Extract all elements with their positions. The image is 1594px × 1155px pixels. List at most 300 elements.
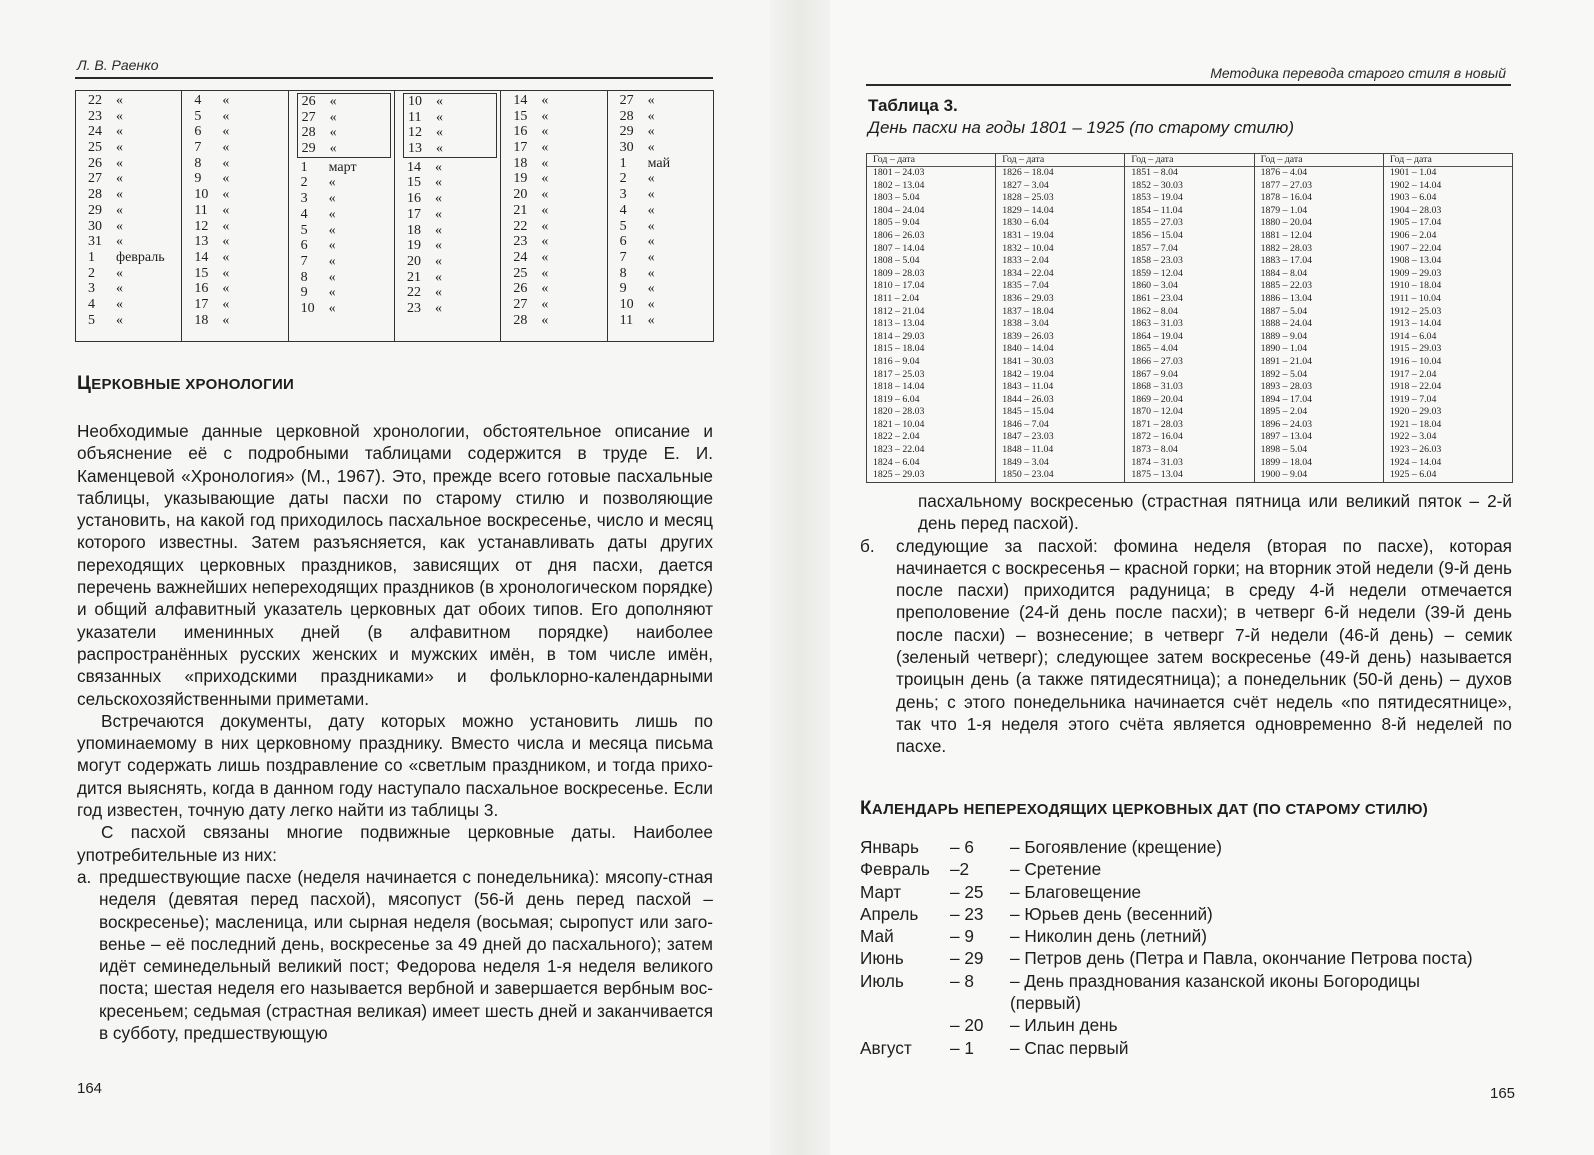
day-number: 9 bbox=[194, 171, 202, 187]
calendar-column bbox=[501, 91, 607, 341]
table-cell: 1812 – 21.04 bbox=[873, 305, 925, 317]
fixed-date-feast: – Петров день (Петра и Павла, окончание Петрова поста) bbox=[1010, 948, 1473, 969]
table-cell: 1814 – 29.03 bbox=[873, 330, 925, 342]
paragraph: С пасхой связаны многие подвижные церковные даты. Наиболее употребительные из них: bbox=[77, 822, 713, 865]
day-number: 20 bbox=[513, 187, 528, 203]
month-label: « bbox=[541, 234, 549, 250]
table-cell: 1891 – 21.04 bbox=[1260, 355, 1313, 367]
day-number: 8 bbox=[194, 155, 202, 171]
table-cell: 1883 – 17.04 bbox=[1260, 255, 1313, 267]
day-number: 13 bbox=[194, 234, 209, 250]
table-cell: 1866 – 27.03 bbox=[1131, 355, 1183, 367]
day-number: 13 bbox=[407, 141, 422, 157]
day-number: 11 bbox=[194, 202, 208, 218]
calendar-row bbox=[513, 266, 606, 282]
month-label: « bbox=[222, 124, 230, 140]
fixed-date-day: – 25 bbox=[950, 881, 984, 902]
table-cell: 1884 – 8.04 bbox=[1260, 267, 1308, 279]
day-number: 5 bbox=[88, 312, 95, 328]
calendar-row bbox=[194, 171, 287, 187]
month-label: « bbox=[541, 265, 549, 281]
month-label: « bbox=[329, 109, 337, 125]
fixed-date-row bbox=[860, 836, 1510, 858]
table-cell: 1860 – 3.04 bbox=[1131, 280, 1178, 292]
table-cell: 1898 – 5.04 bbox=[1260, 444, 1308, 456]
calendar-column bbox=[289, 91, 395, 341]
left-running-head: Л. В. Раенко bbox=[77, 57, 159, 73]
calendar-row bbox=[513, 313, 606, 329]
table-cell: 1872 – 16.04 bbox=[1131, 431, 1183, 443]
month-label: март bbox=[328, 159, 357, 175]
table-cell: 1839 – 26.03 bbox=[1002, 330, 1054, 342]
fixed-date-feast: – Николин день (летний) bbox=[1010, 926, 1207, 947]
table-cell: 1848 – 11.04 bbox=[1002, 444, 1054, 456]
day-number: 3 bbox=[300, 191, 308, 207]
table-cell: 1904 – 28.03 bbox=[1389, 204, 1442, 216]
table-cell: 1870 – 12.04 bbox=[1131, 406, 1183, 418]
table-cell: 1847 – 23.03 bbox=[1002, 431, 1054, 443]
calendar-row bbox=[513, 93, 606, 109]
calendar-row bbox=[407, 285, 500, 301]
month-label: « bbox=[116, 171, 123, 187]
calendar-row bbox=[513, 250, 606, 266]
day-number: 15 bbox=[194, 265, 209, 281]
calendar-row bbox=[301, 175, 394, 191]
day-number: 4 bbox=[300, 206, 308, 222]
calendar-row bbox=[88, 250, 181, 266]
calendar-row bbox=[620, 266, 713, 282]
calendar-row bbox=[407, 270, 500, 286]
month-label: « bbox=[647, 140, 655, 156]
day-number: 29 bbox=[88, 202, 102, 218]
table-cell: 1832 – 10.04 bbox=[1002, 242, 1054, 254]
table-cell: 1919 – 7.04 bbox=[1389, 393, 1437, 405]
day-number: 11 bbox=[619, 312, 634, 328]
calendar-row bbox=[301, 238, 394, 254]
calendar-row bbox=[194, 281, 287, 297]
month-label: « bbox=[329, 125, 337, 141]
fixed-date-row bbox=[860, 881, 1510, 903]
table-cell: 1809 – 28.03 bbox=[873, 267, 925, 279]
table-cell: 1849 – 3.04 bbox=[1002, 456, 1049, 468]
calendar-row bbox=[88, 93, 181, 109]
day-number: 1 bbox=[619, 155, 627, 171]
fixed-date-day: – 23 bbox=[950, 903, 984, 924]
column-header: Год – дата bbox=[1255, 154, 1383, 167]
table-cell: 1912 – 25.03 bbox=[1389, 305, 1442, 317]
calendar-row bbox=[407, 191, 500, 207]
month-label: « bbox=[116, 187, 123, 203]
table-cell: 1830 – 6.04 bbox=[1002, 217, 1049, 229]
day-number: 8 bbox=[619, 265, 627, 281]
table-cell: 1889 – 9.04 bbox=[1260, 330, 1308, 342]
table-cell: 1867 – 9.04 bbox=[1131, 368, 1178, 380]
table-cell: 1902 – 14.04 bbox=[1389, 179, 1442, 191]
fixed-date-month: Май bbox=[860, 926, 894, 947]
month-label: « bbox=[116, 281, 123, 297]
table-cell: 1851 – 8.04 bbox=[1131, 167, 1178, 178]
easter-dates-table bbox=[866, 153, 1513, 483]
table-cell: 1890 – 1.04 bbox=[1260, 343, 1308, 355]
calendar-row bbox=[194, 203, 287, 219]
day-number: 7 bbox=[194, 140, 202, 156]
month-label: « bbox=[541, 124, 549, 140]
table-cell: 1907 – 22.04 bbox=[1389, 242, 1442, 254]
table-cell: 1806 – 26.03 bbox=[873, 229, 925, 241]
calendar-row bbox=[620, 171, 713, 187]
month-label: « bbox=[541, 202, 549, 218]
month-label: « bbox=[647, 249, 655, 265]
day-number: 16 bbox=[513, 124, 528, 140]
calendar-row bbox=[88, 124, 181, 140]
column-header: Год – дата bbox=[996, 154, 1124, 167]
table-cell: 1868 – 31.03 bbox=[1131, 381, 1183, 393]
day-number: 27 bbox=[88, 171, 102, 187]
month-label: « bbox=[435, 94, 443, 109]
table-cell: 1856 – 15.04 bbox=[1131, 229, 1183, 241]
day-number: 12 bbox=[407, 125, 422, 141]
left-header-rule bbox=[75, 77, 713, 79]
month-label: « bbox=[647, 187, 655, 203]
table-cell: 1882 – 28.03 bbox=[1260, 242, 1313, 254]
calendar-row bbox=[194, 219, 287, 235]
day-number: 25 bbox=[513, 265, 528, 281]
continued-paragraph: пасхальному воскресенью (страстная пятница или великий пяток – 2-й день перед пасхой). bbox=[918, 491, 1512, 534]
month-label: « bbox=[222, 108, 230, 124]
column-header: Год – дата bbox=[867, 154, 995, 167]
table-cell: 1894 – 17.04 bbox=[1260, 393, 1313, 405]
calendar-row bbox=[408, 141, 496, 157]
table-cell: 1918 – 22.04 bbox=[1389, 381, 1442, 393]
month-label: « bbox=[434, 206, 442, 222]
table-cell: 1846 – 7.04 bbox=[1002, 418, 1049, 430]
month-label: « bbox=[222, 187, 230, 203]
month-label: « bbox=[222, 312, 230, 328]
table-cell: 1924 – 14.04 bbox=[1389, 456, 1442, 468]
table-cell: 1916 – 10.04 bbox=[1389, 355, 1442, 367]
table-cell: 1909 – 29.03 bbox=[1389, 267, 1442, 279]
calendar-row bbox=[194, 187, 287, 203]
month-label: « bbox=[541, 249, 549, 265]
month-label: « bbox=[434, 285, 442, 301]
table-cell: 1838 – 3.04 bbox=[1002, 318, 1049, 330]
fixed-date-row bbox=[860, 1037, 1510, 1059]
calendar-row bbox=[408, 125, 496, 141]
fixed-date-day bbox=[950, 992, 1010, 1014]
month-label: « bbox=[435, 141, 443, 157]
table-cell: 1921 – 18.04 bbox=[1389, 418, 1442, 430]
table-cell: 1877 – 27.03 bbox=[1260, 179, 1313, 191]
month-label: « bbox=[434, 159, 442, 175]
calendar-row bbox=[620, 250, 713, 266]
table-cell: 1833 – 2.04 bbox=[1002, 255, 1049, 267]
fixed-date-day: – 1 bbox=[950, 1037, 974, 1058]
table-cell: 1805 – 9.04 bbox=[873, 217, 920, 229]
month-label: « bbox=[328, 206, 336, 222]
month-label: « bbox=[541, 312, 549, 328]
title-cap: Ц bbox=[77, 373, 92, 394]
fixed-date-feast: – Сретение bbox=[1010, 859, 1102, 880]
day-number: 19 bbox=[406, 238, 421, 254]
month-label: май bbox=[647, 155, 671, 171]
calendar-row bbox=[408, 110, 496, 126]
table-cell: 1831 – 19.04 bbox=[1002, 229, 1054, 241]
month-label: « bbox=[328, 222, 336, 238]
table-cell: 1828 – 25.03 bbox=[1002, 192, 1054, 204]
day-number: 27 bbox=[513, 296, 528, 312]
table-cell: 1823 – 22.04 bbox=[873, 444, 925, 456]
section-title-church-chronology bbox=[77, 373, 294, 395]
day-number: 14 bbox=[513, 93, 528, 108]
calendar-table bbox=[75, 90, 714, 342]
month-label: « bbox=[647, 234, 655, 250]
calendar-row bbox=[88, 140, 181, 156]
day-number: 23 bbox=[88, 108, 102, 124]
table-cell: 1836 – 29.03 bbox=[1002, 292, 1054, 304]
calendar-row bbox=[620, 109, 713, 125]
calendar-row bbox=[194, 140, 287, 156]
table-cell: 1917 – 2.04 bbox=[1389, 368, 1437, 380]
calendar-row bbox=[513, 297, 606, 313]
table-cell: 1815 – 18.04 bbox=[873, 343, 925, 355]
calendar-row bbox=[620, 219, 713, 235]
day-number: 25 bbox=[88, 140, 102, 156]
month-label: « bbox=[222, 265, 230, 281]
table-cell: 1810 – 17.04 bbox=[873, 280, 925, 292]
month-label: « bbox=[541, 93, 549, 108]
table-cell: 1819 – 6.04 bbox=[873, 393, 920, 405]
fixed-date-feast: – Юрьев день (весенний) bbox=[1010, 903, 1213, 924]
table-cell: 1915 – 29.03 bbox=[1389, 343, 1442, 355]
month-label: « bbox=[328, 300, 336, 316]
table-cell: 1914 – 6.04 bbox=[1389, 330, 1437, 342]
table-cell: 1804 – 24.04 bbox=[873, 204, 925, 216]
table-cell: 1820 – 28.03 bbox=[873, 406, 925, 418]
day-number: 4 bbox=[88, 296, 95, 312]
table-cell: 1864 – 19.04 bbox=[1131, 330, 1183, 342]
boxed-dates bbox=[403, 93, 497, 158]
table-cell: 1923 – 26.03 bbox=[1389, 444, 1442, 456]
day-number: 2 bbox=[619, 171, 627, 187]
day-number: 17 bbox=[406, 206, 421, 222]
calendar-row bbox=[194, 156, 287, 172]
calendar-row bbox=[302, 141, 390, 157]
day-number: 29 bbox=[619, 124, 634, 140]
section-title-fixed-dates bbox=[860, 798, 1428, 820]
day-number: 18 bbox=[513, 155, 528, 171]
table-cell: 1876 – 4.04 bbox=[1260, 167, 1308, 178]
month-label: « bbox=[647, 93, 655, 108]
day-number: 17 bbox=[194, 296, 209, 312]
month-label: « bbox=[222, 296, 230, 312]
table-cell: 1887 – 5.04 bbox=[1260, 305, 1308, 317]
fixed-date-row bbox=[860, 992, 1510, 1014]
easter-column bbox=[996, 154, 1125, 482]
month-label: « bbox=[222, 155, 230, 171]
day-number: 24 bbox=[513, 249, 528, 265]
table-cell: 1861 – 23.04 bbox=[1131, 292, 1183, 304]
calendar-row bbox=[513, 140, 606, 156]
calendar-row bbox=[407, 301, 500, 317]
month-label: « bbox=[647, 312, 655, 328]
table-cell: 1841 – 30.03 bbox=[1002, 355, 1054, 367]
month-label: « bbox=[647, 281, 655, 297]
day-number: 4 bbox=[619, 202, 627, 218]
day-number: 30 bbox=[88, 218, 102, 234]
day-number: 7 bbox=[619, 249, 627, 265]
month-label: « bbox=[541, 140, 549, 156]
table-cell: 1825 – 29.03 bbox=[873, 469, 925, 481]
month-label: « bbox=[434, 175, 442, 191]
calendar-row bbox=[88, 266, 181, 282]
day-number: 9 bbox=[300, 285, 308, 301]
table-cell: 1855 – 27.03 bbox=[1131, 217, 1183, 229]
calendar-row bbox=[88, 156, 181, 172]
table-cell: 1858 – 23.03 bbox=[1131, 255, 1183, 267]
calendar-row bbox=[301, 160, 394, 176]
month-label: « bbox=[541, 187, 549, 203]
calendar-row bbox=[194, 250, 287, 266]
calendar-row bbox=[88, 281, 181, 297]
calendar-row bbox=[620, 187, 713, 203]
day-number: 15 bbox=[406, 175, 421, 191]
month-label: « bbox=[222, 218, 230, 234]
fixed-date-day: – 29 bbox=[950, 948, 984, 969]
table-cell: 1869 – 20.04 bbox=[1131, 393, 1183, 405]
table-cell: 1901 – 1.04 bbox=[1389, 167, 1437, 178]
table-cell: 1802 – 13.04 bbox=[873, 179, 925, 191]
table-cell: 1817 – 25.03 bbox=[873, 368, 925, 380]
month-label: « bbox=[434, 191, 442, 207]
calendar-row bbox=[513, 234, 606, 250]
day-number: 18 bbox=[194, 312, 209, 328]
month-label: « bbox=[222, 93, 230, 108]
day-number: 29 bbox=[301, 141, 316, 157]
month-label: « bbox=[541, 218, 549, 234]
table-cell: 1878 – 16.04 bbox=[1260, 192, 1313, 204]
table-cell: 1829 – 14.04 bbox=[1002, 204, 1054, 216]
month-label: « bbox=[328, 191, 336, 207]
table-cell: 1913 – 14.04 bbox=[1389, 318, 1442, 330]
table-cell: 1835 – 7.04 bbox=[1002, 280, 1049, 292]
fixed-date-row bbox=[860, 970, 1510, 992]
fixed-date-month: Апрель bbox=[860, 903, 919, 924]
title-cap: К bbox=[860, 798, 872, 819]
month-label: « bbox=[541, 171, 549, 187]
list-item-a bbox=[77, 866, 713, 1044]
calendar-row bbox=[407, 160, 500, 176]
fixed-date-feast: – Спас первый bbox=[1010, 1037, 1129, 1058]
calendar-row bbox=[194, 266, 287, 282]
table-cell: 1888 – 24.04 bbox=[1260, 318, 1313, 330]
day-number: 1 bbox=[88, 249, 95, 265]
day-number: 5 bbox=[619, 218, 627, 234]
calendar-row bbox=[302, 94, 390, 110]
day-number: 3 bbox=[88, 281, 95, 297]
calendar-row bbox=[88, 234, 181, 250]
calendar-row bbox=[301, 270, 394, 286]
table-cell: 1840 – 14.04 bbox=[1002, 343, 1054, 355]
calendar-row bbox=[407, 175, 500, 191]
day-number: 22 bbox=[406, 285, 421, 301]
month-label: « bbox=[116, 155, 123, 171]
table-cell: 1892 – 5.04 bbox=[1260, 368, 1308, 380]
fixed-date-month bbox=[860, 1014, 950, 1036]
table-cell: 1922 – 3.04 bbox=[1389, 431, 1437, 443]
column-header: Год – дата bbox=[1384, 154, 1512, 167]
calendar-row bbox=[513, 124, 606, 140]
calendar-row bbox=[302, 125, 390, 141]
table-cell: 1801 – 24.03 bbox=[873, 167, 925, 178]
table-cell: 1885 – 22.03 bbox=[1260, 280, 1313, 292]
title-rest: АЛЕНДАРЬ НЕПЕРЕХОДЯЩИХ ЦЕРКОВНЫХ ДАТ (ПО СТАРОМУ СТИЛЮ) bbox=[871, 801, 1429, 818]
day-number: 12 bbox=[194, 218, 209, 234]
table-cell: 1843 – 11.04 bbox=[1002, 381, 1054, 393]
fixed-date-month bbox=[860, 992, 950, 1014]
right-body-text bbox=[860, 490, 1512, 758]
calendar-row bbox=[88, 219, 181, 235]
day-number: 22 bbox=[513, 218, 528, 234]
day-number: 23 bbox=[406, 300, 421, 316]
calendar-row bbox=[301, 223, 394, 239]
month-label: « bbox=[541, 155, 549, 171]
calendar-row bbox=[407, 254, 500, 270]
table-cell: 1813 – 13.04 bbox=[873, 318, 925, 330]
month-label: « bbox=[647, 218, 655, 234]
day-number: 2 bbox=[88, 265, 95, 281]
calendar-row bbox=[194, 297, 287, 313]
title-rest: ЕРКОВНЫЕ ХРОНОЛОГИИ bbox=[91, 376, 295, 393]
day-number: 6 bbox=[300, 238, 308, 254]
month-label: « bbox=[116, 296, 123, 312]
table-cell: 1818 – 14.04 bbox=[873, 381, 925, 393]
day-number: 28 bbox=[301, 125, 316, 141]
day-number: 11 bbox=[407, 109, 422, 125]
day-number: 9 bbox=[619, 281, 627, 297]
table-cell: 1920 – 29.03 bbox=[1389, 406, 1442, 418]
fixed-date-day: – 20 bbox=[950, 1015, 984, 1036]
month-label: « bbox=[328, 269, 336, 285]
table-cell: 1897 – 13.04 bbox=[1260, 431, 1313, 443]
month-label: « bbox=[647, 108, 655, 124]
fixed-date-day: – 8 bbox=[950, 970, 974, 991]
month-label: « bbox=[435, 125, 443, 141]
table-cell: 1900 – 9.04 bbox=[1260, 469, 1308, 481]
table-cell: 1822 – 2.04 bbox=[873, 431, 920, 443]
table-cell: 1807 – 14.04 bbox=[873, 242, 925, 254]
book-gutter bbox=[770, 0, 830, 1155]
day-number: 20 bbox=[406, 253, 421, 269]
table-cell: 1874 – 31.03 bbox=[1131, 456, 1183, 468]
table-cell: 1899 – 18.04 bbox=[1260, 456, 1313, 468]
day-number: 26 bbox=[88, 155, 102, 171]
table-cell: 1834 – 22.04 bbox=[1002, 267, 1054, 279]
calendar-row bbox=[194, 93, 287, 109]
day-number: 2 bbox=[300, 175, 308, 191]
day-number: 7 bbox=[300, 253, 308, 269]
table-cell: 1821 – 10.04 bbox=[873, 418, 925, 430]
calendar-row bbox=[407, 207, 500, 223]
page-number-right: 165 bbox=[1490, 1085, 1516, 1102]
calendar-row bbox=[513, 171, 606, 187]
fixed-date-day: –2 bbox=[950, 859, 970, 880]
table-cell: 1859 – 12.04 bbox=[1131, 267, 1183, 279]
month-label: « bbox=[647, 265, 655, 281]
month-label: « bbox=[222, 202, 230, 218]
calendar-row bbox=[407, 238, 500, 254]
day-number: 21 bbox=[406, 269, 421, 285]
calendar-row bbox=[301, 207, 394, 223]
